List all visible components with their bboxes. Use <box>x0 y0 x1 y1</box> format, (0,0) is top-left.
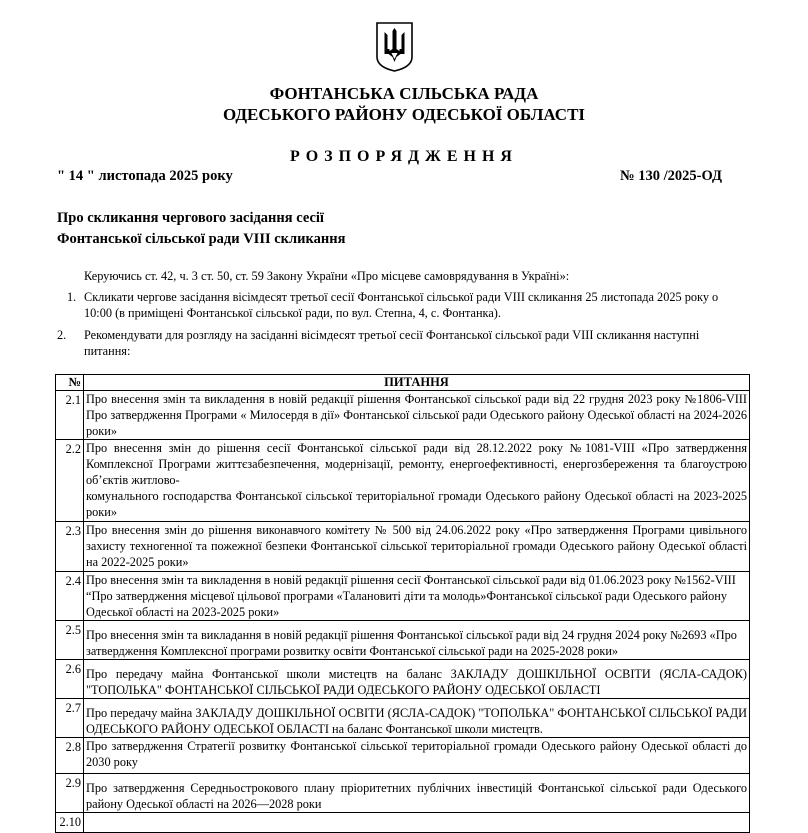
table-row <box>56 621 750 660</box>
subject-line-1: Про скликання чергового засідання сесії <box>57 210 324 226</box>
row-text: Про внесення змін до рішення виконавчого комітету № 500 від 24.06.2022 року «Про затвердження Програми цивільного захисту техногенної та пожежної безпеки Фонтанської сільської територіальної громади Одеського району Одеської області на 2022-2025 роки» <box>84 522 750 572</box>
row-text: Про передачу майна Фонтанської школи мистецтв на баланс ЗАКЛАДУ ДОШКІЛЬНОЇ ОСВІТИ (ЯСЛА-САДОК) "ТОПОЛЬКА" ФОНТАНСЬКОЇ СІЛЬСЬКОЇ РАДИ ОДЕСЬКОГО РАЙОНУ ОДЕСЬКОЇ ОБЛАСТІ <box>84 660 750 699</box>
item-number: 2. <box>57 328 67 342</box>
row-number: 2.6 <box>56 660 84 699</box>
agenda-table <box>55 374 750 833</box>
column-header-questions: ПИТАННЯ <box>84 375 750 391</box>
row-text <box>84 440 750 522</box>
document-subject <box>57 208 345 250</box>
table-row <box>56 660 750 699</box>
row-text: Про внесення змін та викладання в новій редакції рішення Фонтанської сільської ради від 24 грудня 2024 року №2693 «Про затвердження Комплексної програми розвитку освіти Фонтанської сільської ради на 2025-2028 роки» <box>84 621 750 660</box>
row-number: 2.7 <box>56 699 84 738</box>
row-text-part-2: комунального господарства Фонтанської сільської територіальної громади Одеського району Одеської області на 2023-2025 роки» <box>86 489 747 519</box>
council-region: ОДЕСЬКОГО РАЙОНУ ОДЕСЬКОЇ ОБЛАСТІ <box>222 105 586 124</box>
table-row <box>56 699 750 738</box>
row-number: 2.2 <box>56 440 84 522</box>
table-row <box>56 738 750 774</box>
preamble: Керуючись ст. 42, ч. 3 ст. 50, ст. 59 Закону України «Про місцеве самоврядування в Україні»: <box>84 269 570 283</box>
item-number: 1. <box>67 290 77 304</box>
table-header-row <box>56 375 750 391</box>
row-number: 2.9 <box>56 774 84 813</box>
table-row <box>56 522 750 572</box>
column-header-number: № <box>56 375 84 391</box>
row-text-part-1: Про внесення змін до рішення сесії Фонтанської сільської ради від 28.12.2022 року №1081-VIII «Про затвердження Комплексної Програми життєзабезпечення, модернізації, ремонту, енергоефективності, енергозбереження та благоустрою об’єктів житлово- <box>86 441 747 487</box>
row-text: Про внесення змін та викладення в новій редакції рішення Фонтанської сільської ради від 22 грудня 2023 року №1806-VIII Про затвердження Програми « Милосердя в дії» Фонтанської сільської ради Одеського району Одеської області на 2024-2026 роки» <box>84 391 750 440</box>
row-number: 2.10 <box>56 813 84 833</box>
table-row <box>56 572 750 621</box>
document-number: № 130 /2025-ОД <box>620 168 722 184</box>
row-text: Про затвердження Середньострокового плану пріоритетних публічних інвестицій Фонтанської сільської ради Одеського району Одеської області на 2026—2028 роки <box>84 774 750 813</box>
row-number: 2.5 <box>56 621 84 660</box>
row-number: 2.1 <box>56 391 84 440</box>
ukraine-trident-coat-of-arms-icon <box>375 21 414 73</box>
item-text: Рекомендувати для розгляду на засіданні вісімдесят третьої сесії Фонтанської сільської ради VIII скликання наступні питання: <box>84 328 700 358</box>
document-date: " 14 " листопада 2025 року <box>57 168 233 184</box>
row-text <box>84 813 750 833</box>
table-row <box>56 440 750 522</box>
row-number: 2.4 <box>56 572 84 621</box>
row-text: Про передачу майна ЗАКЛАДУ ДОШКІЛЬНОЇ ОСВІТИ (ЯСЛА-САДОК) "ТОПОЛЬКА" ФОНТАНСЬКОЇ СІЛЬСЬКОЇ РАДИ ОДЕСЬКОГО РАЙОНУ ОДЕСЬКОЇ ОБЛАСТІ на баланс Фонтанської школи мистецтв. <box>84 699 750 738</box>
document-type-title: РОЗПОРЯДЖЕННЯ <box>290 148 518 165</box>
row-number: 2.8 <box>56 738 84 774</box>
table-row <box>56 813 750 833</box>
row-text: Про затвердження Стратегії розвитку Фонтанської сільської територіальної громади Одеського району Одеської області до 2030 року <box>84 738 750 774</box>
council-name: ФОНТАНСЬКА СІЛЬСЬКА РАДА <box>269 84 539 103</box>
table-row <box>56 391 750 440</box>
item-text: Скликати чергове засідання вісімдесят третьої сесії Фонтанської сільської ради VIII скликання 25 листопада 2025 року о 10:00 (в приміщені Фонтанської сільської ради, по вул. Степна, 4, с. Фонтанка). <box>84 290 719 320</box>
table-row <box>56 774 750 813</box>
subject-line-2: Фонтанської сільської ради VIII скликання <box>57 231 346 247</box>
row-text: Про внесення змін та викладення в новій редакції рішення сесії Фонтанської сільської ради від 01.06.2023 року №1562-VIII “Про затвердження місцевої цільової програми «Талановиті діти та молодь»Фонтанської сільської ради Одеського району Одеської області на 2023-2025 роки» <box>84 572 750 621</box>
row-number: 2.3 <box>56 522 84 572</box>
